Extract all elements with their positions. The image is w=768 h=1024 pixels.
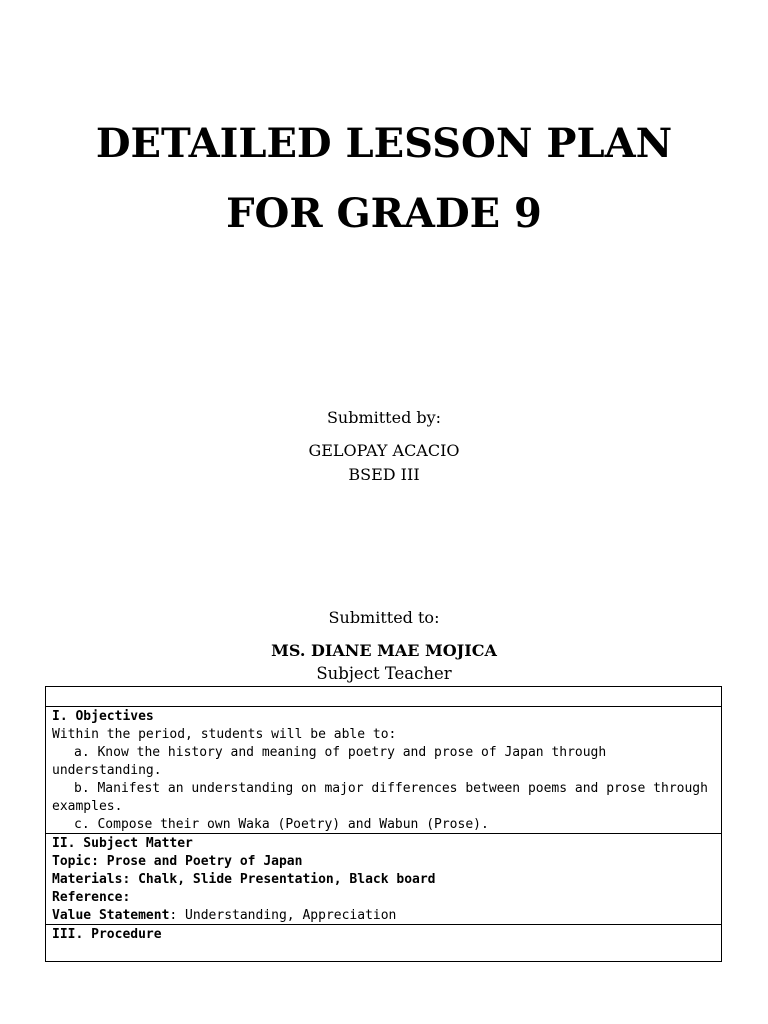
procedure-section	[46, 924, 721, 961]
submitted-by-label: Submitted by:	[326, 408, 442, 427]
subject-matter-section	[46, 833, 721, 924]
subject-matter-heading: II. Subject Matter	[52, 836, 193, 851]
document-title-line-1: DETAILED LESSON PLAN	[95, 120, 673, 167]
procedure-heading: III. Procedure	[52, 927, 162, 942]
objectives-intro: Within the period, students will be able to:	[52, 727, 397, 742]
lesson-plan-table	[45, 686, 722, 962]
value-statement	[52, 907, 715, 925]
subject-matter-topic: Topic: Prose and Poetry of Japan	[52, 854, 303, 869]
submitted-to-label: Submitted to:	[328, 608, 440, 627]
objective-a-line-1: a. Know the history and meaning of poetry and prose of Japan through	[74, 745, 607, 760]
subject-matter-reference: Reference:	[52, 890, 131, 905]
objective-b-line-2: examples.	[52, 799, 123, 814]
value-statement-label: Value Statement	[52, 908, 170, 923]
subject-matter-materials: Materials: Chalk, Slide Presentation, Black board	[52, 872, 436, 887]
submitted-by-name: GELOPAY ACACIO	[308, 441, 460, 460]
objectives-heading: I. Objectives	[52, 709, 154, 724]
document-title-line-2: FOR GRADE 9	[226, 190, 542, 237]
submitted-to-name: MS. DIANE MAE MOJICA	[271, 641, 497, 660]
objective-b-line-1: b. Manifest an understanding on major differences between poems and prose through	[74, 781, 708, 796]
submitted-by-course: BSED III	[348, 465, 420, 484]
table-empty-row	[46, 687, 721, 706]
submitted-to-role: Subject Teacher	[316, 664, 452, 683]
objective-c: c. Compose their own Waka (Poetry) and Wabun (Prose).	[74, 817, 489, 832]
objective-a-line-2: understanding.	[52, 763, 162, 778]
objectives-section	[46, 706, 721, 833]
value-statement-text: : Understanding, Appreciation	[169, 908, 397, 923]
